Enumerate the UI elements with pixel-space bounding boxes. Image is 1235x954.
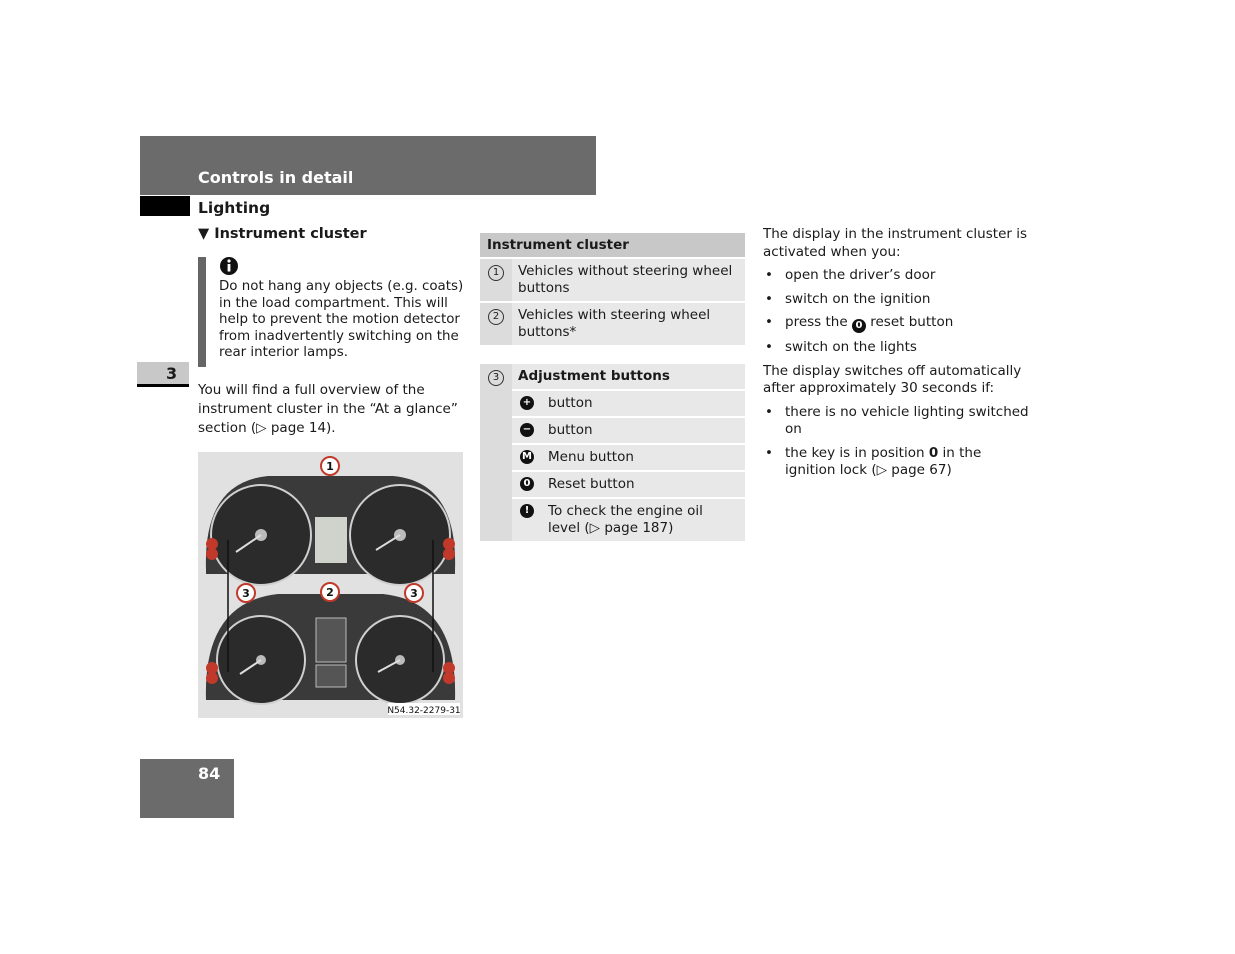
key-position-value: 0 xyxy=(928,444,939,461)
note-bar xyxy=(198,257,206,367)
list-item: • switch on the ignition xyxy=(763,291,1033,309)
table-row xyxy=(480,302,745,345)
table-row xyxy=(480,258,745,302)
table-row xyxy=(480,417,745,444)
minus-button-icon: − xyxy=(520,423,534,437)
table-header: Instrument cluster xyxy=(480,233,745,258)
chapter-number: 3 xyxy=(166,364,178,383)
figure-code: N54.32-2279-31 xyxy=(387,706,461,716)
callout-3-right: 3 xyxy=(410,587,418,600)
instrument-cluster-figure xyxy=(198,452,463,718)
table-row xyxy=(480,390,745,417)
list-item xyxy=(763,314,1033,333)
list-item: • there is no vehicle lighting switched on xyxy=(763,404,1033,439)
instrument-cluster-table xyxy=(480,233,745,345)
row-number: 1 xyxy=(488,265,504,281)
press-prefix: press the xyxy=(785,314,848,330)
row-text: button xyxy=(542,390,745,417)
callout-1: 1 xyxy=(326,460,334,473)
switch-off-intro: The display switches off automatically after approximately 30 seconds if: xyxy=(763,362,1022,396)
subsection-title: ▼ Instrument cluster xyxy=(198,226,367,242)
chapter-tab-underline xyxy=(137,384,189,387)
row-text: Vehicles with steering wheel buttons* xyxy=(512,302,745,345)
row-text: Vehicles without steering wheel buttons xyxy=(512,258,745,302)
section-title: Lighting xyxy=(198,199,271,217)
info-icon xyxy=(219,256,239,276)
plus-button-icon: + xyxy=(520,396,534,410)
overview-text: You will find a full overview of the instrument cluster in the “At a glance” section (▷ page 14). xyxy=(198,382,458,436)
row-text: button xyxy=(542,417,745,444)
row-number: 3 xyxy=(488,370,504,386)
table-header: Adjustment buttons xyxy=(512,364,745,390)
row-text: Reset button xyxy=(542,471,745,498)
instrument-cluster-illustration xyxy=(198,452,463,718)
row-number: 2 xyxy=(488,309,504,325)
note-text: Do not hang any objects (e.g. coats) in the load compartment. This will help to prevent the motion detector from inadvertently switching on the rear interior lamps. xyxy=(219,279,464,361)
chapter-tab xyxy=(137,362,189,384)
callout-2: 2 xyxy=(326,586,334,599)
reset-label: reset button xyxy=(870,314,954,330)
row-text: To check the engine oil level (▷ page 187) xyxy=(542,498,745,541)
list-item: • open the driver’s door xyxy=(763,267,1033,285)
table-row xyxy=(480,444,745,471)
table-row xyxy=(480,471,745,498)
reset-button-icon: 0 xyxy=(852,319,866,333)
reset-button-icon: 0 xyxy=(520,477,534,491)
key-position-pre: the key is in position xyxy=(785,444,925,461)
menu-button-icon: M xyxy=(520,450,534,464)
list-item: • switch on the lights xyxy=(763,339,1033,357)
adjustment-buttons-table xyxy=(480,364,745,541)
table-row xyxy=(480,498,745,541)
right-column xyxy=(763,226,1033,486)
callout-3-left: 3 xyxy=(242,587,250,600)
oil-level-button-icon: ! xyxy=(520,504,534,518)
section-tab-marker xyxy=(140,196,190,216)
list-item xyxy=(763,445,1033,480)
key-position-post: in the ignition lock (▷ page 67) xyxy=(785,444,982,478)
activation-list xyxy=(763,267,1033,357)
page-number: 84 xyxy=(198,764,221,783)
activation-intro: The display in the instrument cluster is activated when you: xyxy=(763,226,1027,260)
row-text: Menu button xyxy=(542,444,745,471)
chapter-title: Controls in detail xyxy=(198,168,354,187)
switch-off-list xyxy=(763,404,1033,480)
